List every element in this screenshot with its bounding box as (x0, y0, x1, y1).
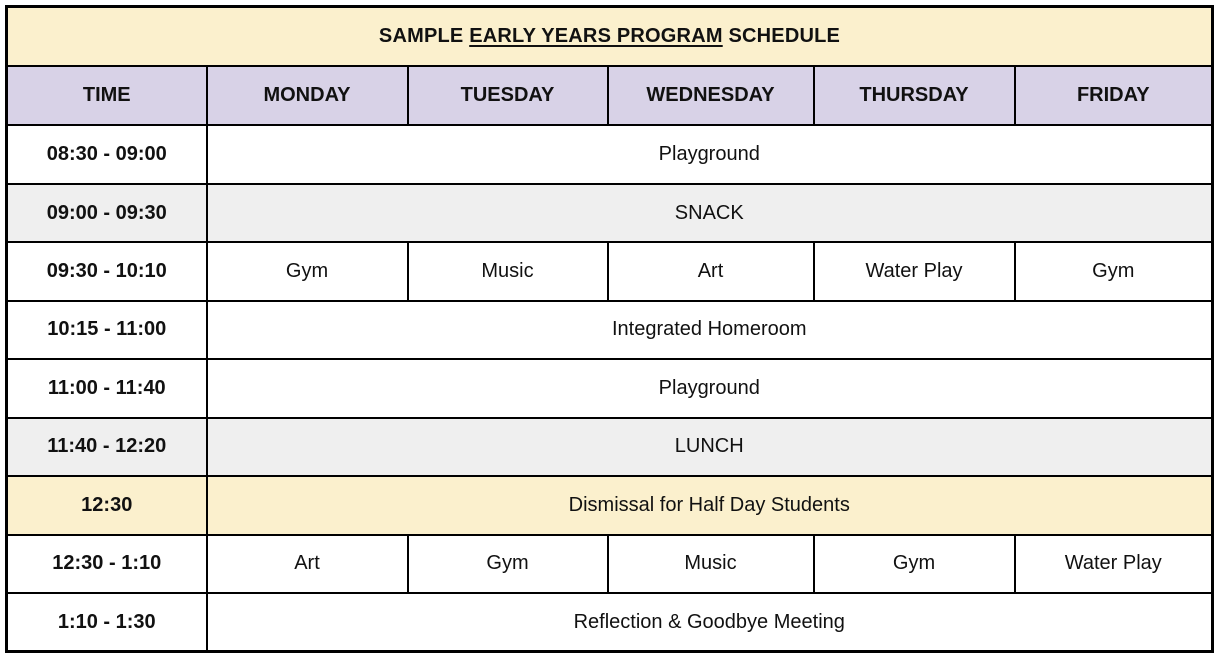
time-cell: 12:30 (7, 476, 207, 534)
table-row (7, 359, 1213, 417)
time-cell: 11:00 - 11:40 (7, 359, 207, 417)
dismissal-row (7, 476, 1213, 534)
time-cell: 1:10 - 1:30 (7, 593, 207, 651)
table-row (7, 301, 1213, 359)
column-header-wednesday: WEDNESDAY (608, 66, 814, 125)
activity-cell-wednesday: Music (608, 535, 814, 593)
activity-cell-merged: Playground (207, 359, 1213, 417)
activity-cell-thursday: Water Play (814, 242, 1015, 300)
title-underlined-text: EARLY YEARS PROGRAM (469, 24, 723, 47)
activity-cell-merged: Dismissal for Half Day Students (207, 476, 1213, 534)
activity-cell-merged: SNACK (207, 184, 1213, 242)
activity-cell-monday: Gym (207, 242, 408, 300)
time-cell: 09:00 - 09:30 (7, 184, 207, 242)
activity-cell-friday: Water Play (1015, 535, 1213, 593)
table-row (7, 125, 1213, 183)
page-title (7, 7, 1213, 66)
time-cell: 12:30 - 1:10 (7, 535, 207, 593)
title-prefix: SAMPLE (378, 24, 470, 47)
table-row (7, 418, 1213, 476)
time-cell: 08:30 - 09:00 (7, 125, 207, 183)
column-header-friday: FRIDAY (1015, 66, 1213, 125)
table-row (7, 593, 1213, 651)
column-header-thursday: THURSDAY (814, 66, 1015, 125)
column-header-tuesday: TUESDAY (408, 66, 608, 125)
activity-cell-wednesday: Art (608, 242, 814, 300)
activity-cell-merged: Reflection & Goodbye Meeting (207, 593, 1213, 651)
title-suffix: SCHEDULE (722, 24, 841, 47)
table-row (7, 242, 1213, 300)
time-cell: 11:40 - 12:20 (7, 418, 207, 476)
activity-cell-thursday: Gym (814, 535, 1015, 593)
header-row (7, 66, 1213, 125)
column-header-time: TIME (7, 66, 207, 125)
schedule-table (5, 5, 1214, 653)
activity-cell-merged: Playground (207, 125, 1213, 183)
activity-cell-merged: LUNCH (207, 418, 1213, 476)
activity-cell-tuesday: Gym (408, 535, 608, 593)
activity-cell-monday: Art (207, 535, 408, 593)
activity-cell-tuesday: Music (408, 242, 608, 300)
column-header-monday: MONDAY (207, 66, 408, 125)
table-row (7, 184, 1213, 242)
activity-cell-merged: Integrated Homeroom (207, 301, 1213, 359)
activity-cell-friday: Gym (1015, 242, 1213, 300)
time-cell: 10:15 - 11:00 (7, 301, 207, 359)
title-row (7, 7, 1213, 66)
table-row (7, 535, 1213, 593)
time-cell: 09:30 - 10:10 (7, 242, 207, 300)
